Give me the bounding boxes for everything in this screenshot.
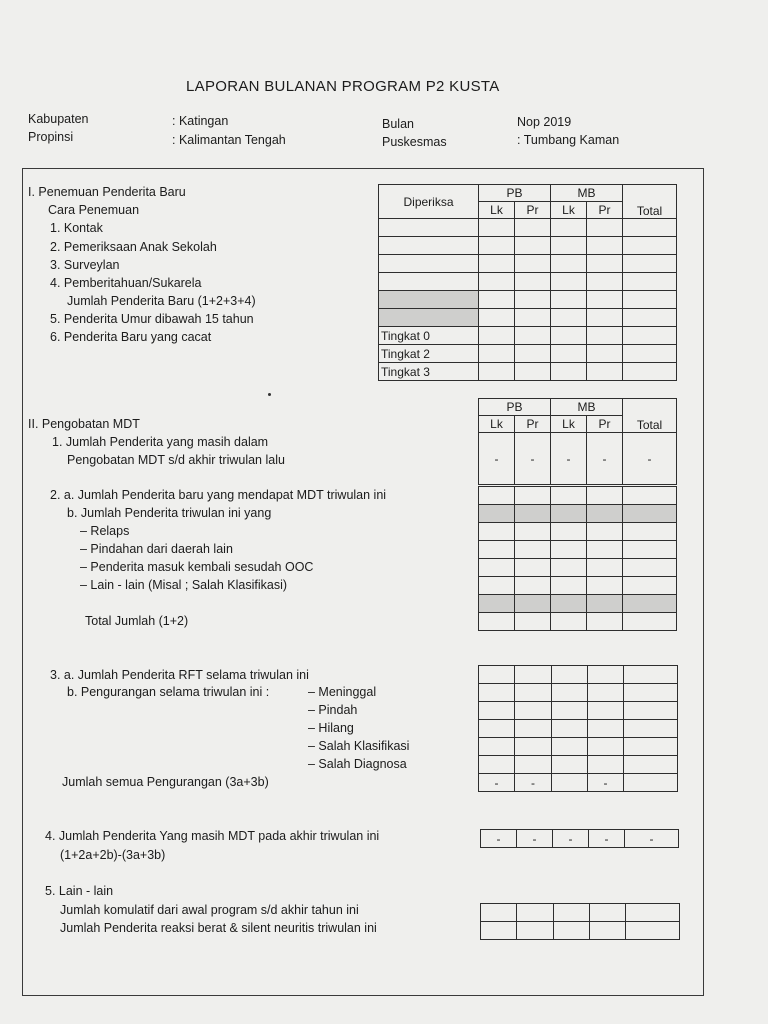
item2b-masuk-kembali: – Penderita masuk kembali sesudah OOC [80, 560, 314, 574]
diperiksa-header: Diperiksa [379, 185, 479, 219]
table-cell [623, 255, 677, 273]
table-cell [623, 363, 677, 381]
pb-header: PB [479, 185, 551, 202]
table-cell [551, 327, 587, 345]
table-cell [588, 684, 624, 702]
lk-header: Lk [479, 202, 515, 219]
section1-item-2: 2. Pemeriksaan Anak Sekolah [50, 240, 217, 254]
table-cell [590, 922, 626, 940]
pengurangan-value: - [515, 774, 552, 792]
table-cell [623, 577, 677, 595]
total-header: Total [623, 399, 677, 433]
table-cell [624, 738, 678, 756]
table-cell [479, 756, 515, 774]
item4-line1: 4. Jumlah Penderita Yang masih MDT pada akhir triwulan ini [45, 829, 380, 843]
table-cell [479, 363, 515, 381]
table-cell [554, 922, 590, 940]
item3b-pindah: – Pindah [308, 703, 358, 717]
table-cell [515, 291, 551, 309]
table-cell [587, 237, 623, 255]
table-cell [481, 904, 517, 922]
table-cell [587, 219, 623, 237]
tingkat-0-label: Tingkat 0 [379, 327, 479, 345]
kabupaten-value: : Katingan [172, 114, 229, 128]
item3b-hilang: – Hilang [308, 721, 354, 735]
table-cell [481, 922, 517, 940]
item3a-text: 3. a. Jumlah Penderita RFT selama triwulan ini [50, 668, 309, 682]
table-cell [587, 327, 623, 345]
report-title: LAPORAN BULANAN PROGRAM P2 KUSTA [186, 78, 500, 95]
table-cell [551, 613, 587, 631]
table-cell [551, 363, 587, 381]
table-cell [551, 505, 587, 523]
section1-item-4: 4. Pemberitahuan/Sukarela [50, 276, 202, 290]
table-cell [551, 345, 587, 363]
table-cell [515, 487, 551, 505]
item1-value: - [515, 433, 551, 485]
table-cell [379, 219, 479, 237]
section1-subheading: Cara Penemuan [48, 203, 140, 217]
table-cell [587, 505, 623, 523]
item2b-lain-lain: – Lain - lain (Misal ; Salah Klasifikasi) [80, 578, 288, 592]
table-cell [515, 738, 552, 756]
item3-table [478, 665, 678, 792]
shaded-cell [379, 309, 479, 327]
table-cell [479, 541, 515, 559]
table-cell [588, 720, 624, 738]
table-cell [552, 684, 588, 702]
table-cell [552, 738, 588, 756]
table-cell [551, 595, 587, 613]
bulan-label: Bulan [382, 117, 414, 131]
table-cell [479, 738, 515, 756]
item4-value: - [481, 830, 517, 848]
table-cell [552, 720, 588, 738]
lk-header: Lk [551, 416, 587, 433]
table-cell [479, 559, 515, 577]
table-cell [551, 255, 587, 273]
table-cell [623, 505, 677, 523]
table-cell [479, 487, 515, 505]
section1-item-3: 3. Surveylan [50, 258, 120, 272]
pr-header: Pr [587, 416, 623, 433]
table-cell [587, 559, 623, 577]
table-cell [551, 559, 587, 577]
table-cell [479, 613, 515, 631]
table-cell [623, 595, 677, 613]
table-cell [515, 255, 551, 273]
item2a-text: 2. a. Jumlah Penderita baru yang mendapat MDT triwulan ini [50, 488, 387, 502]
table-cell [624, 720, 678, 738]
table-cell [587, 363, 623, 381]
table-cell [624, 666, 678, 684]
table-cell [623, 219, 677, 237]
table-cell [479, 345, 515, 363]
table-cell [587, 541, 623, 559]
item2-table [478, 486, 677, 631]
item5-heading: 5. Lain - lain [45, 884, 114, 898]
item4-value: - [625, 830, 679, 848]
pr-header: Pr [515, 202, 551, 219]
section1-item-5: 5. Penderita Umur dibawah 15 tahun [50, 312, 254, 326]
item2b-text: b. Jumlah Penderita triwulan ini yang [67, 506, 272, 520]
table-cell [379, 255, 479, 273]
item1-line1: 1. Jumlah Penderita yang masih dalam [52, 435, 269, 449]
table-cell [551, 487, 587, 505]
shaded-cell [379, 291, 479, 309]
section2-heading: II. Pengobatan MDT [28, 417, 140, 431]
table-cell [515, 505, 551, 523]
item1-line2: Pengobatan MDT s/d akhir triwulan lalu [67, 453, 285, 467]
table-cell [587, 345, 623, 363]
item5-line2: Jumlah Penderita reaksi berat & silent neuritis triwulan ini [60, 921, 377, 935]
item2b-pindahan: – Pindahan dari daerah lain [80, 542, 233, 556]
section1-heading: I. Penemuan Penderita Baru [28, 185, 186, 199]
table-cell [587, 255, 623, 273]
table-cell [515, 309, 551, 327]
table-cell [515, 237, 551, 255]
table-cell [623, 523, 677, 541]
table-cell [515, 720, 552, 738]
table-cell [479, 666, 515, 684]
pr-header: Pr [587, 202, 623, 219]
table-cell [551, 291, 587, 309]
item3b-text: b. Pengurangan selama triwulan ini : [67, 685, 270, 699]
table-cell [479, 219, 515, 237]
item3b-salah-klasifikasi: – Salah Klasifikasi [308, 739, 410, 753]
table-cell [623, 541, 677, 559]
table-cell [479, 702, 515, 720]
item2b-relaps: – Relaps [80, 524, 130, 538]
table-cell [624, 756, 678, 774]
table-cell [515, 345, 551, 363]
table-cell [587, 309, 623, 327]
item4-value: - [589, 830, 625, 848]
tingkat-3-label: Tingkat 3 [379, 363, 479, 381]
item3b-meninggal: – Meninggal [308, 685, 377, 699]
table-cell [515, 684, 552, 702]
table-cell [590, 904, 626, 922]
total-header: Total [623, 185, 677, 219]
pengurangan-value: - [588, 774, 624, 792]
table-cell [479, 237, 515, 255]
table-cell [551, 273, 587, 291]
table-cell [588, 702, 624, 720]
table-cell [587, 595, 623, 613]
table-cell [587, 613, 623, 631]
table-cell [623, 237, 677, 255]
table-cell [515, 595, 551, 613]
table-cell [515, 756, 552, 774]
table-cell [479, 523, 515, 541]
pengurangan-value [624, 774, 678, 792]
table-cell [479, 309, 515, 327]
item5-line1: Jumlah komulatif dari awal program s/d akhir tahun ini [60, 903, 359, 917]
table-cell [551, 219, 587, 237]
table-cell [624, 684, 678, 702]
table-cell [588, 738, 624, 756]
table-cell [623, 327, 677, 345]
item4-value: - [553, 830, 589, 848]
table-cell [551, 577, 587, 595]
bulan-value: Nop 2019 [517, 115, 572, 129]
table-cell [588, 666, 624, 684]
item4-value: - [517, 830, 553, 848]
table-cell [552, 756, 588, 774]
shaded-cell [479, 595, 515, 613]
table-cell [517, 922, 554, 940]
section1-item-1: 1. Kontak [50, 221, 103, 235]
item1-value: - [587, 433, 623, 485]
pengurangan-value [552, 774, 588, 792]
table-cell [479, 291, 515, 309]
item1-value: - [551, 433, 587, 485]
table-cell [479, 255, 515, 273]
table-cell [552, 702, 588, 720]
table-cell [479, 273, 515, 291]
table-cell [551, 523, 587, 541]
jumlah-pengurangan-text: Jumlah semua Pengurangan (3a+3b) [62, 775, 269, 789]
shaded-cell [479, 505, 515, 523]
table-cell [479, 684, 515, 702]
table-cell [551, 309, 587, 327]
table-cell [623, 345, 677, 363]
pr-header: Pr [515, 416, 551, 433]
puskesmas-label: Puskesmas [382, 135, 447, 149]
table-cell [626, 922, 680, 940]
table-cell [515, 613, 551, 631]
item3b-salah-diagnosa: – Salah Diagnosa [308, 757, 407, 771]
table-cell [551, 541, 587, 559]
table-cell [479, 327, 515, 345]
table-cell [623, 273, 677, 291]
mb-header: MB [551, 185, 623, 202]
table-cell [587, 487, 623, 505]
table-cell [515, 219, 551, 237]
section1-total-line: Jumlah Penderita Baru (1+2+3+4) [67, 294, 256, 308]
table-cell [623, 291, 677, 309]
ink-dot [268, 393, 271, 396]
table-cell [554, 904, 590, 922]
table-cell [587, 577, 623, 595]
table-cell [623, 487, 677, 505]
puskesmas-value: : Tumbang Kaman [517, 133, 620, 147]
table-cell [515, 541, 551, 559]
section1-item-6: 6. Penderita Baru yang cacat [50, 330, 212, 344]
table-cell [587, 291, 623, 309]
table-cell [515, 327, 551, 345]
table-cell [515, 523, 551, 541]
item5-table [480, 903, 680, 940]
section1-table [378, 184, 677, 381]
table-cell [623, 309, 677, 327]
table-cell [623, 559, 677, 577]
mb-header: MB [551, 399, 623, 416]
table-cell [479, 577, 515, 595]
table-cell [623, 613, 677, 631]
table-cell [515, 559, 551, 577]
kabupaten-label: Kabupaten [28, 112, 89, 126]
tingkat-2-label: Tingkat 2 [379, 345, 479, 363]
table-cell [515, 702, 552, 720]
section2-header-table [478, 398, 677, 485]
pb-header: PB [479, 399, 551, 416]
table-cell [551, 237, 587, 255]
lk-header: Lk [551, 202, 587, 219]
item4-line2: (1+2a+2b)-(3a+3b) [60, 848, 166, 862]
table-cell [479, 720, 515, 738]
table-cell [515, 363, 551, 381]
table-cell [587, 523, 623, 541]
table-cell [587, 273, 623, 291]
table-cell [515, 577, 551, 595]
lk-header: Lk [479, 416, 515, 433]
pengurangan-value: - [479, 774, 515, 792]
propinsi-label: Propinsi [28, 130, 74, 144]
table-cell [588, 756, 624, 774]
table-cell [515, 666, 552, 684]
table-cell [626, 904, 680, 922]
table-cell [379, 273, 479, 291]
table-cell [515, 273, 551, 291]
table-cell [379, 237, 479, 255]
item4-table [480, 829, 679, 848]
table-cell [624, 702, 678, 720]
total-jumlah-text: Total Jumlah (1+2) [85, 614, 189, 628]
table-cell [552, 666, 588, 684]
table-cell [517, 904, 554, 922]
item1-value: - [623, 433, 677, 485]
propinsi-value: : Kalimantan Tengah [172, 133, 286, 147]
item1-value: - [479, 433, 515, 485]
